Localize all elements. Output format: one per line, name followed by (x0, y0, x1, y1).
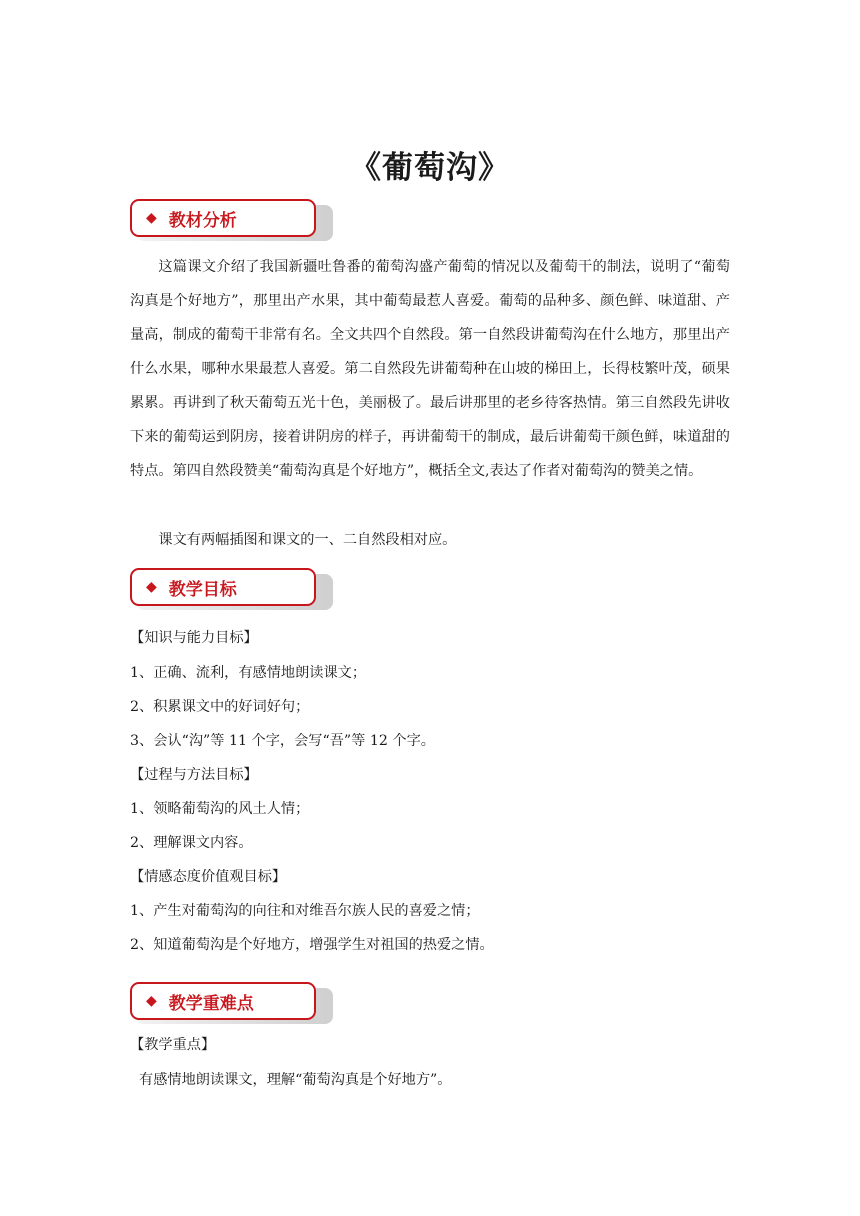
goal-subheading-emotion: 【情感态度价值观目标】 (130, 869, 287, 885)
section-header-goals (130, 568, 335, 612)
section-header-box (130, 199, 316, 237)
section-heading: 教材分析 (168, 210, 237, 231)
goal-item: 2、积累课文中的好词好句； (130, 699, 310, 715)
diamond-icon: ◆ (146, 210, 157, 226)
analysis-paragraph-1: 这篇课文介绍了我国新疆吐鲁番的葡萄沟盛产葡萄的情况以及葡萄干的制法，说明了“葡萄沟真是个好地方”，那里出产水果，其中葡萄最惹人喜爱。葡萄的品种多、颜色鲜、味道甜、产量高，制成的葡萄干非常有名。全文共四个自然段。第一自然段讲葡萄沟在什么地方，那里出产什么水果，哪种水果最惹人喜爱。第二自然段先讲葡萄种在山坡的梯田上，长得枝繁叶茂，硕果累累。再讲到了秋天葡萄五光十色，美丽极了。最后讲那里的老乡待客热情。第三自然段先讲收下来的葡萄运到阴房，接着讲阴房的样子，再讲葡萄干的制成，最后讲葡萄干颜色鲜，味道甜的特点。第四自然段赞美“葡萄沟真是个好地方”，概括全文,表达了作者对葡萄沟的赞美之情。 (130, 259, 730, 479)
goal-item: 1、领略葡萄沟的风土人情； (130, 801, 310, 817)
keypoint-subheading: 【教学重点】 (130, 1037, 216, 1053)
goal-item: 1、产生对葡萄沟的向往和对维吾尔族人民的喜爱之情； (130, 903, 480, 919)
section-header-keypoints (130, 982, 335, 1026)
keypoint-item: 有感情地朗读课文，理解“葡萄沟真是个好地方”。 (130, 1072, 452, 1088)
goal-subheading-process: 【过程与方法目标】 (130, 767, 258, 783)
goal-item: 2、知道葡萄沟是个好地方，增强学生对祖国的热爱之情。 (130, 937, 494, 953)
goal-item: 1、正确、流利，有感情地朗读课文； (130, 665, 367, 681)
analysis-paragraph-2: 课文有两幅插图和课文的一、二自然段相对应。 (158, 532, 457, 548)
page-title: 《葡萄沟》 (350, 150, 510, 186)
section-header-box (130, 568, 316, 606)
diamond-icon: ◆ (146, 579, 157, 595)
section-header-box (130, 982, 316, 1020)
section-heading: 教学目标 (168, 579, 237, 600)
section-header-analysis (130, 199, 335, 243)
goal-item: 3、会认“沟”等 11 个字，会写“吾”等 12 个字。 (130, 733, 435, 749)
goal-item: 2、理解课文内容。 (130, 835, 253, 851)
goal-subheading-knowledge: 【知识与能力目标】 (130, 630, 258, 646)
section-heading: 教学重难点 (168, 993, 254, 1014)
diamond-icon: ◆ (146, 993, 157, 1009)
